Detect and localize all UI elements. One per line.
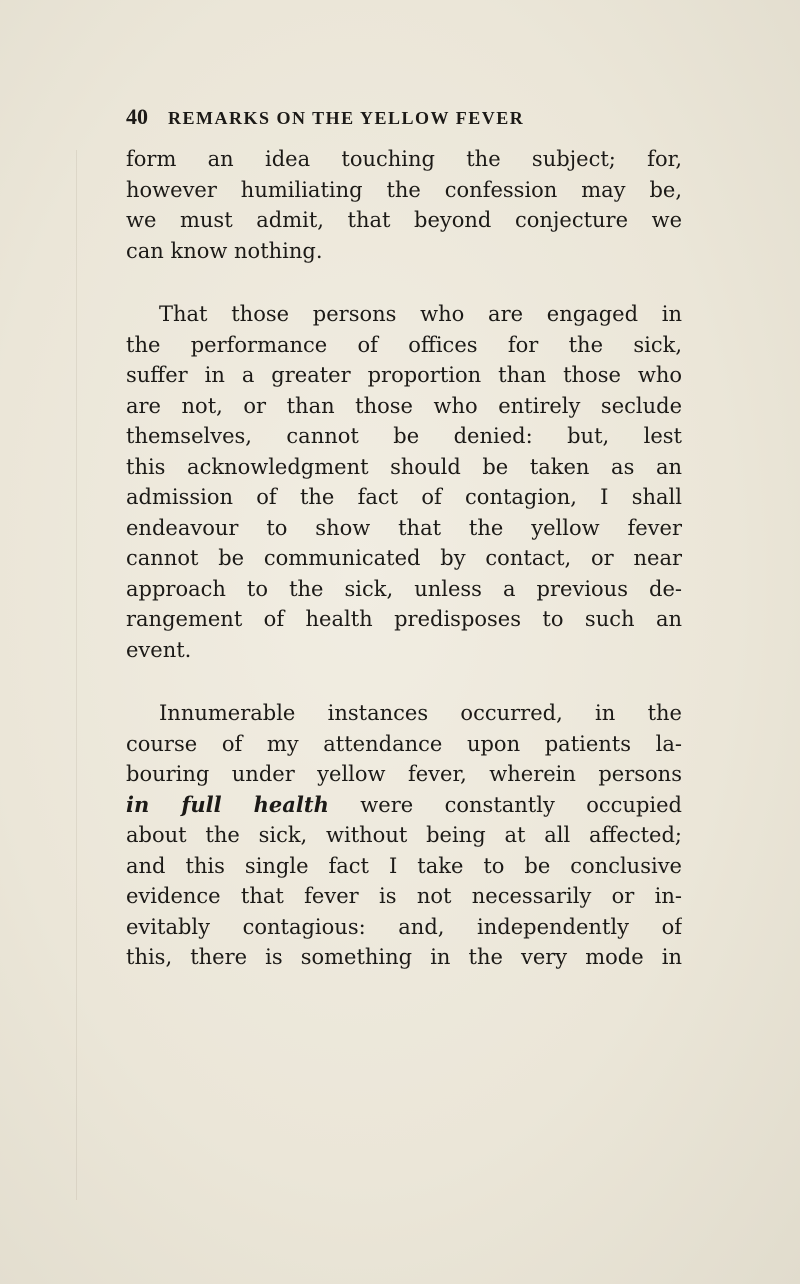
text-line: admission of the fact of contagion, I shall (126, 485, 682, 509)
running-head: REMARKS ON THE YELLOW FEVER (168, 108, 525, 128)
text-line: evidence that fever is not necessarily or in- (126, 884, 682, 908)
italic-phrase: in full health (126, 791, 329, 817)
text-line: endeavour to show that the yellow fever (126, 515, 682, 540)
page-number: 40 (126, 104, 148, 129)
text-line-rest: were constantly occupied (360, 792, 682, 817)
body-text (126, 144, 682, 973)
text-line: however humiliating the confession may be, (126, 177, 682, 202)
page-fold-shadow (76, 150, 77, 1200)
text-line: themselves, cannot be denied: but, lest (126, 424, 682, 448)
paragraph-3 (126, 698, 682, 973)
text-line: event. (126, 637, 192, 662)
text-line: course of my attendance upon patients la- (126, 731, 682, 756)
text-line: we must admit, that beyond conjecture we (126, 208, 682, 232)
text-line: evitably contagious: and, independently of (126, 914, 682, 939)
text-line: That those persons who are engaged in (159, 302, 682, 326)
text-line: this, there is something in the very mode in (126, 945, 682, 969)
text-line: and this single fact I take to be conclusive (126, 853, 682, 878)
text-line: are not, or than those who entirely seclude (126, 393, 682, 418)
text-line: about the sick, without being at all affected; (126, 823, 682, 847)
text-line: this acknowledgment should be taken as an (126, 454, 682, 479)
text-line: Innumerable instances occurred, in the (159, 701, 682, 725)
page-header (126, 104, 646, 132)
text-line-with-italic (126, 790, 682, 821)
text-line: approach to the sick, unless a previous de- (126, 576, 682, 601)
text-line: can know nothing. (126, 238, 323, 263)
text-line: bouring under yellow fever, wherein persons (126, 762, 682, 786)
text-line: form an idea touching the subject; for, (126, 147, 682, 171)
text-line: rangement of health predisposes to such an (126, 607, 682, 631)
text-line: cannot be communicated by contact, or near (126, 546, 682, 570)
text-line: the performance of offices for the sick, (126, 332, 682, 357)
text-line: suffer in a greater proportion than those who (126, 363, 682, 387)
paragraph-2 (126, 299, 682, 665)
paragraph-1 (126, 144, 682, 266)
